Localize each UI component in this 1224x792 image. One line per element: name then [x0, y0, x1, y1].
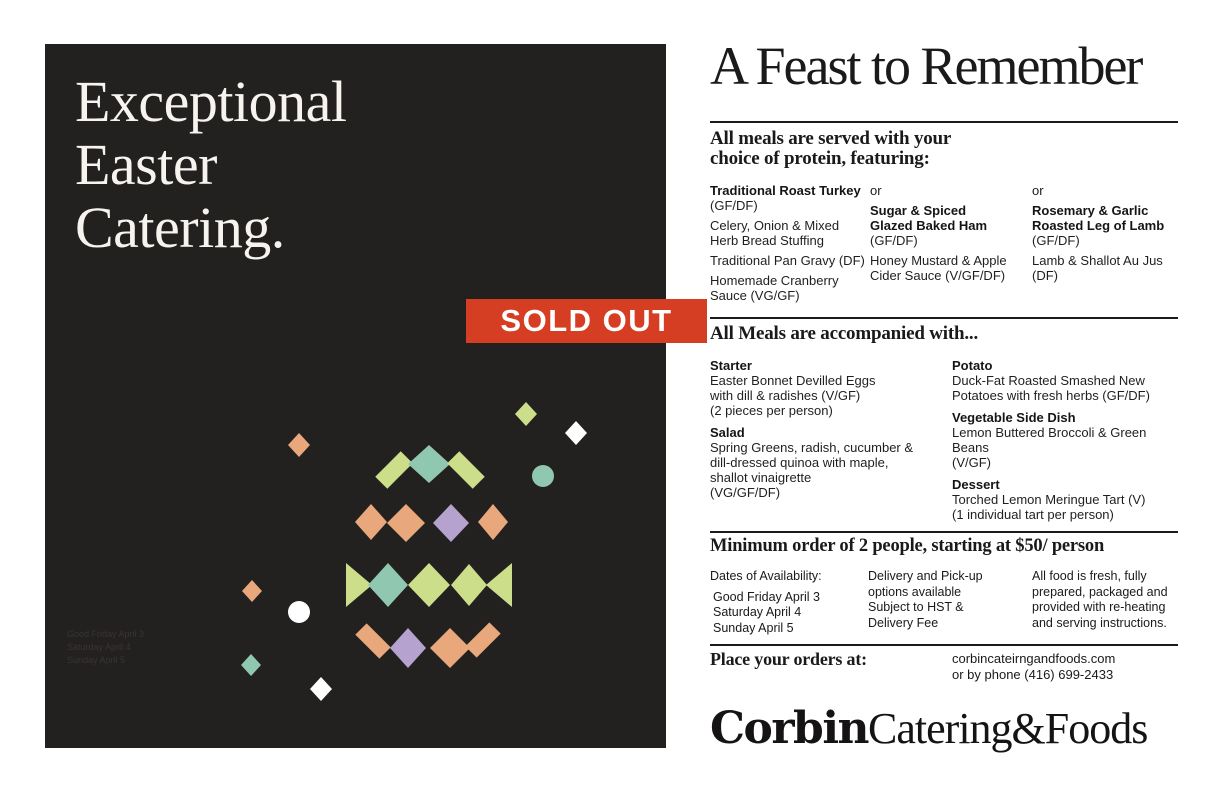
orders-label: Place your orders at: — [710, 649, 867, 669]
phone-text: or by phone (416) 699-2433 — [952, 666, 1114, 682]
or-label: or — [1032, 183, 1044, 198]
side-label: Vegetable Side Dish — [952, 410, 1076, 425]
protein-name: Traditional Roast Turkey — [710, 183, 861, 198]
protein-columns — [710, 183, 1178, 303]
protein-column-turkey — [710, 183, 870, 303]
logo-bold-part: Corbin — [710, 703, 869, 754]
protein-item: Celery, Onion & Mixed Herb Bread Stuffing — [710, 218, 840, 248]
sides-section-heading: All Meals are accompanied with... — [710, 323, 978, 344]
availability-label: Dates of Availability: — [710, 569, 822, 583]
logo-suffix-part: Foods — [1044, 704, 1148, 753]
side-item-vegetable — [952, 410, 1178, 470]
menu-column — [710, 0, 1178, 792]
protein-item: Homemade Cranberry Sauce (VG/GF) — [710, 273, 839, 303]
order-columns — [710, 569, 1178, 636]
or-label: or — [870, 183, 882, 198]
sold-out-label: SOLD OUT — [500, 303, 673, 338]
side-description: Lemon Buttered Broccoli & Green Beans (V/GF) — [952, 425, 1147, 470]
side-label: Dessert — [952, 477, 1000, 492]
panel-dates-watermark: Good Friday April 3 Saturday April 4 Sunday April 5 — [67, 629, 145, 665]
protein-diet: (GF/DF) — [710, 198, 758, 213]
protein-name: Sugar & Spiced Glazed Baked Ham — [870, 203, 988, 233]
page-title: A Feast to Remember — [710, 36, 1142, 96]
protein-item: Honey Mustard & Apple Cider Sauce (V/GF/DF) — [870, 253, 1007, 283]
protein-column-lamb — [1032, 183, 1178, 303]
side-item-salad — [710, 425, 952, 500]
logo-ampersand: & — [1011, 704, 1045, 753]
protein-item: Lamb & Shallot Au Jus (DF) — [1032, 253, 1163, 283]
side-label: Starter — [710, 358, 752, 373]
panel-headline: Exceptional Easter Catering. — [75, 69, 347, 260]
corbin-logo — [710, 702, 1178, 756]
sold-out-banner — [466, 299, 707, 343]
divider-rule — [710, 121, 1178, 123]
freshness-column: All food is fresh, fully prepared, packaged and provided with re-heating and serving instructions. — [1032, 569, 1168, 630]
side-description: Spring Greens, radish, cucumber & dill-dressed quinoa with maple, shallot vinaigrette (VG/GF/DF) — [710, 440, 914, 500]
protein-section-heading: All meals are served with your choice of protein, featuring: — [710, 128, 952, 169]
side-item-dessert — [952, 477, 1178, 522]
sides-columns — [710, 358, 1178, 529]
protein-name: Rosemary & Garlic Roasted Leg of Lamb — [1032, 203, 1165, 233]
side-item-starter — [710, 358, 952, 418]
protein-diet: (GF/DF) — [1032, 233, 1080, 248]
protein-diet: (GF/DF) — [870, 233, 918, 248]
left-dark-panel — [45, 44, 666, 748]
contact-details — [952, 651, 1115, 682]
side-label: Potato — [952, 358, 993, 373]
availability-column — [710, 569, 868, 636]
logo-regular-part: Catering — [868, 704, 1012, 753]
order-section-heading: Minimum order of 2 people, starting at $50/ person — [710, 536, 1105, 556]
side-description: Duck-Fat Roasted Smashed New Potatoes with fresh herbs (GF/DF) — [952, 373, 1150, 403]
side-description: Easter Bonnet Devilled Eggs with dill & radishes (V/GF) (2 pieces per person) — [710, 373, 876, 418]
protein-item: Traditional Pan Gravy (DF) — [710, 253, 865, 268]
availability-dates: Good Friday April 3 Saturday April 4 Sunday April 5 — [713, 589, 820, 635]
sides-column-left — [710, 358, 952, 529]
divider-rule — [710, 644, 1178, 646]
side-label: Salad — [710, 425, 745, 440]
side-description: Torched Lemon Meringue Tart (V) (1 individual tart per person) — [952, 492, 1146, 522]
divider-rule — [710, 317, 1178, 319]
sides-column-right — [952, 358, 1178, 529]
delivery-column: Delivery and Pick-up options available Subject to HST & Delivery Fee — [868, 569, 983, 630]
website-text: corbincateirngandfoods.com — [952, 651, 1116, 666]
protein-column-ham — [870, 183, 1032, 303]
side-item-potato — [952, 358, 1178, 403]
divider-rule — [710, 531, 1178, 533]
